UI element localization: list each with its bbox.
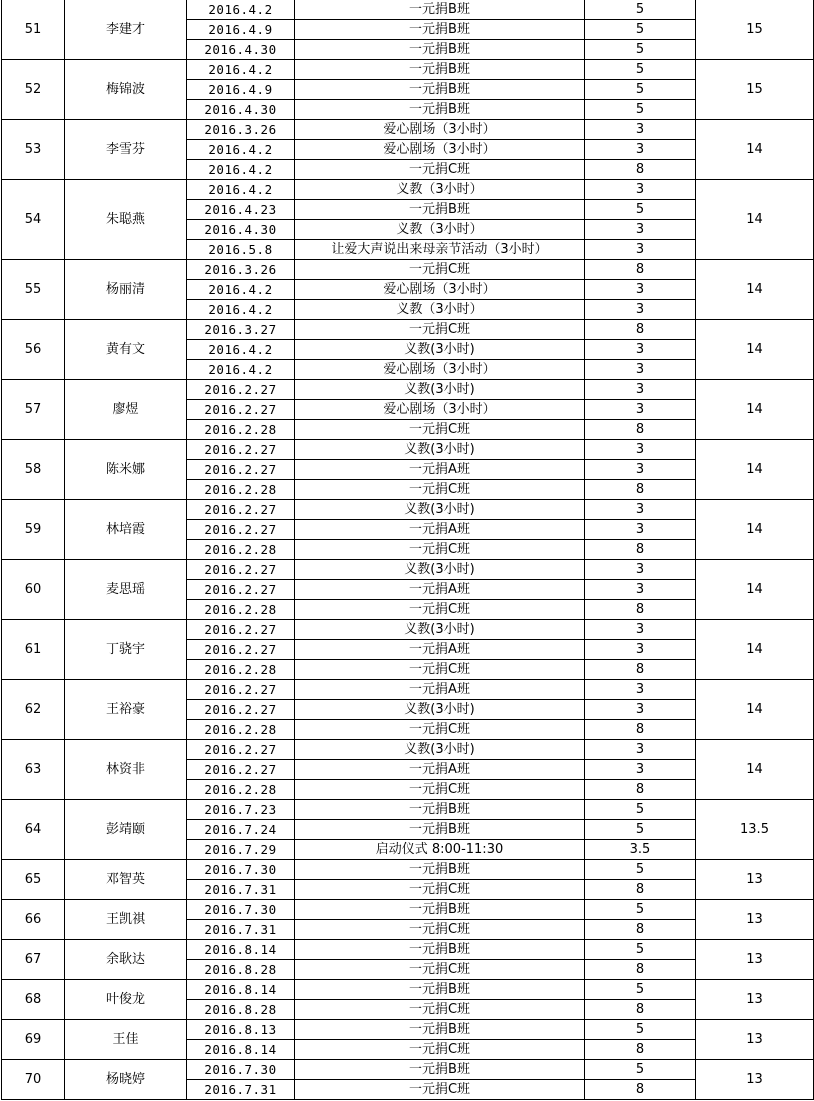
activity-hours: 5 [585, 1020, 696, 1040]
activity-name: 义教(3小时) [295, 700, 585, 720]
activity-date: 2016.2.27 [187, 500, 295, 520]
activity-name: 一元捐A班 [295, 760, 585, 780]
activity-date: 2016.4.2 [187, 60, 295, 80]
activity-date: 2016.2.27 [187, 740, 295, 760]
activity-date: 2016.7.23 [187, 800, 295, 820]
table-row [2, 120, 814, 140]
record-number: 67 [2, 940, 65, 980]
table-row [2, 620, 814, 640]
activity-name: 一元捐A班 [295, 680, 585, 700]
record-number: 68 [2, 980, 65, 1020]
activity-date: 2016.2.27 [187, 400, 295, 420]
record-number: 59 [2, 500, 65, 560]
activity-date: 2016.8.14 [187, 980, 295, 1000]
activity-name: 一元捐A班 [295, 460, 585, 480]
table-row [2, 560, 814, 580]
total-hours: 14 [696, 180, 814, 260]
activity-name: 一元捐C班 [295, 660, 585, 680]
activity-hours: 8 [585, 1080, 696, 1100]
activity-hours: 5 [585, 100, 696, 120]
activity-hours: 3 [585, 680, 696, 700]
activity-name: 一元捐B班 [295, 20, 585, 40]
volunteer-name: 王凯祺 [65, 900, 187, 940]
activity-date: 2016.2.27 [187, 460, 295, 480]
activity-hours: 5 [585, 820, 696, 840]
activity-date: 2016.7.30 [187, 1060, 295, 1080]
activity-date: 2016.2.27 [187, 380, 295, 400]
activity-name: 义教(3小时) [295, 500, 585, 520]
volunteer-name: 王裕豪 [65, 680, 187, 740]
activity-name: 一元捐C班 [295, 540, 585, 560]
activity-hours: 3 [585, 140, 696, 160]
activity-date: 2016.4.2 [187, 160, 295, 180]
activity-date: 2016.2.28 [187, 600, 295, 620]
activity-hours: 3.5 [585, 840, 696, 860]
activity-name: 一元捐A班 [295, 640, 585, 660]
activity-hours: 8 [585, 480, 696, 500]
activity-hours: 8 [585, 880, 696, 900]
activity-hours: 8 [585, 960, 696, 980]
activity-name: 一元捐C班 [295, 720, 585, 740]
activity-date: 2016.7.31 [187, 1080, 295, 1100]
total-hours: 13 [696, 860, 814, 900]
table-row [2, 500, 814, 520]
activity-name: 启动仪式 8:00-11:30 [295, 840, 585, 860]
activity-name: 爱心剧场（3小时） [295, 360, 585, 380]
activity-hours: 8 [585, 320, 696, 340]
volunteer-name: 林资非 [65, 740, 187, 800]
activity-date: 2016.3.26 [187, 120, 295, 140]
total-hours: 14 [696, 320, 814, 380]
volunteer-name: 杨晓婷 [65, 1060, 187, 1100]
activity-hours: 8 [585, 420, 696, 440]
activity-date: 2016.7.24 [187, 820, 295, 840]
total-hours: 14 [696, 680, 814, 740]
activity-date: 2016.2.28 [187, 480, 295, 500]
activity-name: 一元捐B班 [295, 0, 585, 20]
record-number: 54 [2, 180, 65, 260]
total-hours: 13 [696, 940, 814, 980]
activity-name: 让爱大声说出来母亲节活动（3小时） [295, 240, 585, 260]
activity-hours: 3 [585, 120, 696, 140]
table-row [2, 380, 814, 400]
total-hours: 14 [696, 440, 814, 500]
activity-hours: 3 [585, 360, 696, 380]
volunteer-hours-table [1, 0, 814, 1100]
activity-hours: 5 [585, 900, 696, 920]
record-number: 66 [2, 900, 65, 940]
activity-name: 义教(3小时) [295, 440, 585, 460]
volunteer-name: 王佳 [65, 1020, 187, 1060]
record-number: 56 [2, 320, 65, 380]
activity-date: 2016.8.14 [187, 940, 295, 960]
activity-date: 2016.4.2 [187, 360, 295, 380]
activity-date: 2016.2.27 [187, 440, 295, 460]
record-number: 65 [2, 860, 65, 900]
activity-hours: 3 [585, 280, 696, 300]
activity-date: 2016.2.28 [187, 720, 295, 740]
table-row [2, 940, 814, 960]
activity-hours: 5 [585, 980, 696, 1000]
total-hours: 13.5 [696, 800, 814, 860]
record-number: 69 [2, 1020, 65, 1060]
activity-name: 义教(3小时) [295, 380, 585, 400]
activity-name: 一元捐B班 [295, 1060, 585, 1080]
record-number: 60 [2, 560, 65, 620]
activity-name: 义教（3小时） [295, 300, 585, 320]
activity-hours: 8 [585, 540, 696, 560]
total-hours: 13 [696, 900, 814, 940]
activity-date: 2016.4.9 [187, 20, 295, 40]
record-number: 55 [2, 260, 65, 320]
activity-hours: 5 [585, 860, 696, 880]
activity-name: 义教(3小时) [295, 560, 585, 580]
table-row [2, 900, 814, 920]
activity-name: 义教(3小时) [295, 620, 585, 640]
table-row [2, 1020, 814, 1040]
activity-hours: 3 [585, 640, 696, 660]
activity-date: 2016.4.30 [187, 100, 295, 120]
table-row [2, 860, 814, 880]
activity-name: 爱心剧场（3小时） [295, 120, 585, 140]
activity-date: 2016.3.26 [187, 260, 295, 280]
activity-hours: 3 [585, 460, 696, 480]
volunteer-name: 梅锦波 [65, 60, 187, 120]
table-row [2, 440, 814, 460]
activity-hours: 3 [585, 760, 696, 780]
activity-date: 2016.4.2 [187, 280, 295, 300]
activity-hours: 5 [585, 80, 696, 100]
activity-date: 2016.2.27 [187, 580, 295, 600]
activity-hours: 5 [585, 60, 696, 80]
volunteer-name: 麦思瑶 [65, 560, 187, 620]
activity-date: 2016.4.2 [187, 300, 295, 320]
activity-name: 一元捐B班 [295, 900, 585, 920]
activity-date: 2016.2.27 [187, 560, 295, 580]
table-row [2, 680, 814, 700]
record-number: 51 [2, 0, 65, 60]
volunteer-name: 邓智英 [65, 860, 187, 900]
activity-name: 一元捐B班 [295, 940, 585, 960]
volunteer-name: 陈米娜 [65, 440, 187, 500]
total-hours: 14 [696, 500, 814, 560]
volunteer-name: 丁骁宇 [65, 620, 187, 680]
activity-name: 义教（3小时） [295, 180, 585, 200]
activity-name: 一元捐C班 [295, 420, 585, 440]
total-hours: 15 [696, 0, 814, 60]
activity-date: 2016.8.28 [187, 960, 295, 980]
volunteer-name: 李建才 [65, 0, 187, 60]
record-number: 61 [2, 620, 65, 680]
table-row [2, 1060, 814, 1080]
activity-hours: 5 [585, 20, 696, 40]
volunteer-name: 杨丽清 [65, 260, 187, 320]
activity-hours: 3 [585, 220, 696, 240]
activity-name: 一元捐C班 [295, 1000, 585, 1020]
activity-hours: 3 [585, 580, 696, 600]
activity-hours: 5 [585, 0, 696, 20]
activity-hours: 8 [585, 660, 696, 680]
volunteer-name: 余耿达 [65, 940, 187, 980]
total-hours: 13 [696, 1020, 814, 1060]
activity-date: 2016.2.27 [187, 640, 295, 660]
activity-date: 2016.2.27 [187, 700, 295, 720]
activity-date: 2016.2.27 [187, 680, 295, 700]
activity-hours: 3 [585, 380, 696, 400]
total-hours: 14 [696, 260, 814, 320]
activity-name: 一元捐B班 [295, 200, 585, 220]
activity-date: 2016.4.30 [187, 220, 295, 240]
activity-date: 2016.4.9 [187, 80, 295, 100]
record-number: 53 [2, 120, 65, 180]
table-row [2, 980, 814, 1000]
volunteer-name: 黄有文 [65, 320, 187, 380]
table-row [2, 800, 814, 820]
activity-hours: 3 [585, 300, 696, 320]
total-hours: 13 [696, 1060, 814, 1100]
record-number: 63 [2, 740, 65, 800]
activity-date: 2016.2.28 [187, 780, 295, 800]
activity-name: 一元捐B班 [295, 820, 585, 840]
total-hours: 15 [696, 60, 814, 120]
activity-hours: 3 [585, 180, 696, 200]
activity-name: 一元捐C班 [295, 480, 585, 500]
activity-hours: 5 [585, 800, 696, 820]
activity-hours: 3 [585, 340, 696, 360]
activity-date: 2016.2.28 [187, 660, 295, 680]
record-number: 58 [2, 440, 65, 500]
total-hours: 14 [696, 560, 814, 620]
activity-date: 2016.4.23 [187, 200, 295, 220]
activity-name: 爱心剧场（3小时） [295, 140, 585, 160]
activity-name: 一元捐B班 [295, 980, 585, 1000]
activity-date: 2016.2.27 [187, 520, 295, 540]
activity-hours: 3 [585, 240, 696, 260]
activity-hours: 8 [585, 1040, 696, 1060]
volunteer-name: 李雪芬 [65, 120, 187, 180]
activity-name: 一元捐C班 [295, 320, 585, 340]
total-hours: 14 [696, 380, 814, 440]
activity-name: 一元捐C班 [295, 880, 585, 900]
activity-date: 2016.2.27 [187, 760, 295, 780]
activity-hours: 3 [585, 620, 696, 640]
table-row [2, 0, 814, 20]
activity-name: 一元捐A班 [295, 520, 585, 540]
activity-name: 爱心剧场（3小时） [295, 400, 585, 420]
activity-name: 一元捐C班 [295, 920, 585, 940]
activity-hours: 3 [585, 560, 696, 580]
activity-hours: 3 [585, 520, 696, 540]
activity-hours: 3 [585, 400, 696, 420]
total-hours: 13 [696, 980, 814, 1020]
table-row [2, 320, 814, 340]
activity-name: 义教(3小时) [295, 340, 585, 360]
activity-hours: 5 [585, 1060, 696, 1080]
activity-hours: 8 [585, 720, 696, 740]
activity-date: 2016.4.2 [187, 180, 295, 200]
activity-hours: 5 [585, 940, 696, 960]
activity-date: 2016.8.13 [187, 1020, 295, 1040]
record-number: 64 [2, 800, 65, 860]
activity-name: 一元捐C班 [295, 960, 585, 980]
activity-date: 2016.3.27 [187, 320, 295, 340]
activity-date: 2016.2.27 [187, 620, 295, 640]
activity-hours: 8 [585, 1000, 696, 1020]
activity-name: 一元捐B班 [295, 40, 585, 60]
activity-date: 2016.7.30 [187, 860, 295, 880]
activity-name: 一元捐C班 [295, 260, 585, 280]
activity-date: 2016.4.2 [187, 0, 295, 20]
record-number: 62 [2, 680, 65, 740]
activity-date: 2016.5.8 [187, 240, 295, 260]
volunteer-name: 林培霞 [65, 500, 187, 560]
activity-date: 2016.8.28 [187, 1000, 295, 1020]
activity-date: 2016.2.28 [187, 420, 295, 440]
activity-date: 2016.7.31 [187, 920, 295, 940]
activity-date: 2016.4.30 [187, 40, 295, 60]
record-number: 57 [2, 380, 65, 440]
activity-name: 一元捐B班 [295, 1020, 585, 1040]
activity-hours: 8 [585, 160, 696, 180]
activity-date: 2016.4.2 [187, 140, 295, 160]
activity-hours: 8 [585, 260, 696, 280]
activity-name: 一元捐B班 [295, 100, 585, 120]
activity-date: 2016.4.2 [187, 340, 295, 360]
total-hours: 14 [696, 120, 814, 180]
activity-name: 义教（3小时） [295, 220, 585, 240]
activity-name: 一元捐C班 [295, 1080, 585, 1100]
table-row [2, 740, 814, 760]
activity-hours: 3 [585, 440, 696, 460]
activity-date: 2016.7.30 [187, 900, 295, 920]
activity-name: 一元捐C班 [295, 160, 585, 180]
activity-name: 一元捐C班 [295, 780, 585, 800]
table-body [2, 0, 814, 1100]
activity-name: 一元捐B班 [295, 800, 585, 820]
activity-name: 爱心剧场（3小时） [295, 280, 585, 300]
activity-hours: 5 [585, 200, 696, 220]
record-number: 70 [2, 1060, 65, 1100]
activity-hours: 3 [585, 740, 696, 760]
activity-name: 一元捐C班 [295, 1040, 585, 1060]
volunteer-name: 廖煜 [65, 380, 187, 440]
volunteer-name: 朱聪燕 [65, 180, 187, 260]
activity-name: 一元捐B班 [295, 860, 585, 880]
activity-name: 义教(3小时) [295, 740, 585, 760]
activity-date: 2016.7.31 [187, 880, 295, 900]
activity-hours: 8 [585, 600, 696, 620]
total-hours: 14 [696, 620, 814, 680]
table-row [2, 260, 814, 280]
record-number: 52 [2, 60, 65, 120]
total-hours: 14 [696, 740, 814, 800]
table-row [2, 180, 814, 200]
activity-date: 2016.7.29 [187, 840, 295, 860]
volunteer-name: 彭靖颐 [65, 800, 187, 860]
activity-name: 一元捐C班 [295, 600, 585, 620]
activity-hours: 3 [585, 500, 696, 520]
activity-hours: 8 [585, 920, 696, 940]
activity-name: 一元捐B班 [295, 80, 585, 100]
activity-name: 一元捐A班 [295, 580, 585, 600]
activity-hours: 3 [585, 700, 696, 720]
table-row [2, 60, 814, 80]
volunteer-name: 叶俊龙 [65, 980, 187, 1020]
activity-hours: 8 [585, 780, 696, 800]
activity-hours: 5 [585, 40, 696, 60]
activity-date: 2016.8.14 [187, 1040, 295, 1060]
activity-date: 2016.2.28 [187, 540, 295, 560]
activity-name: 一元捐B班 [295, 60, 585, 80]
